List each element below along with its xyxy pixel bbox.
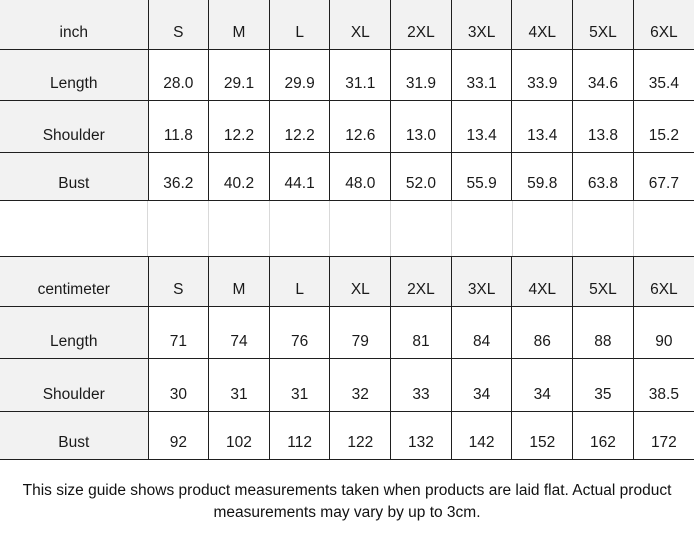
measurement-value-cell: 102 — [209, 411, 270, 459]
measurement-value-cell: 31.9 — [391, 49, 452, 100]
gap-gridline-cell — [573, 201, 634, 256]
measurement-value-cell: 28.0 — [148, 49, 209, 100]
measurement-value-cell: 172 — [633, 411, 694, 459]
measurement-value-cell: 48.0 — [330, 152, 391, 200]
gap-gridline-cell — [513, 201, 574, 256]
measurement-value-cell: 31 — [209, 358, 270, 411]
gap-gridline-cell — [452, 201, 513, 256]
measurement-value-cell: 63.8 — [573, 152, 634, 200]
measurement-value-cell: 44.1 — [269, 152, 330, 200]
measurement-value-cell: 33.9 — [512, 49, 573, 100]
measurement-value-cell: 52.0 — [391, 152, 452, 200]
measurement-value-cell: 13.0 — [391, 100, 452, 152]
measurement-value-cell: 12.6 — [330, 100, 391, 152]
measurement-value-cell: 40.2 — [209, 152, 270, 200]
measurement-value-cell: 35 — [573, 358, 634, 411]
size-guide-disclaimer: This size guide shows product measurements taken when products are laid flat. Actual product measurements may vary by up to 3cm. — [22, 481, 672, 521]
size-header-row — [0, 256, 694, 306]
measurement-value-cell: 55.9 — [451, 152, 512, 200]
measurement-value-cell: 13.4 — [451, 100, 512, 152]
measurement-label-cell: Length — [0, 49, 148, 100]
measurement-row — [0, 358, 694, 411]
measurement-value-cell: 81 — [391, 306, 452, 358]
measurement-value-cell: 74 — [209, 306, 270, 358]
measurement-value-cell: 67.7 — [633, 152, 694, 200]
unit-label-cell: centimeter — [0, 256, 148, 306]
size-header-cell: 5XL — [573, 0, 634, 49]
measurement-value-cell: 33 — [391, 358, 452, 411]
measurement-value-cell: 79 — [330, 306, 391, 358]
measurement-value-cell: 13.4 — [512, 100, 573, 152]
measurement-value-cell: 152 — [512, 411, 573, 459]
measurement-value-cell: 31 — [269, 358, 330, 411]
size-header-cell: M — [209, 0, 270, 49]
table-gap — [0, 201, 694, 256]
size-header-cell: 2XL — [391, 256, 452, 306]
size-header-cell: S — [148, 0, 209, 49]
gap-gridline-cell — [391, 201, 452, 256]
centimeter-size-table — [0, 256, 694, 460]
size-header-cell: 2XL — [391, 0, 452, 49]
size-header-cell: L — [269, 256, 330, 306]
size-header-cell: 3XL — [451, 0, 512, 49]
gap-gridline-cell — [270, 201, 331, 256]
measurement-value-cell: 36.2 — [148, 152, 209, 200]
size-header-cell: S — [148, 256, 209, 306]
measurement-value-cell: 38.5 — [633, 358, 694, 411]
size-header-cell: 5XL — [573, 256, 634, 306]
measurement-value-cell: 142 — [451, 411, 512, 459]
measurement-value-cell: 35.4 — [633, 49, 694, 100]
inch-size-table — [0, 0, 694, 201]
measurement-label-cell: Bust — [0, 411, 148, 459]
measurement-value-cell: 12.2 — [269, 100, 330, 152]
measurement-value-cell: 32 — [330, 358, 391, 411]
measurement-value-cell: 15.2 — [633, 100, 694, 152]
measurement-value-cell: 112 — [269, 411, 330, 459]
measurement-value-cell: 76 — [269, 306, 330, 358]
measurement-label-cell: Shoulder — [0, 100, 148, 152]
centimeter-table-body — [0, 256, 694, 459]
measurement-value-cell: 84 — [451, 306, 512, 358]
measurement-label-cell: Bust — [0, 152, 148, 200]
size-header-cell: 3XL — [451, 256, 512, 306]
measurement-row — [0, 152, 694, 200]
size-header-cell: XL — [330, 256, 391, 306]
measurement-value-cell: 71 — [148, 306, 209, 358]
measurement-value-cell: 29.9 — [269, 49, 330, 100]
measurement-value-cell: 132 — [391, 411, 452, 459]
measurement-value-cell: 90 — [633, 306, 694, 358]
measurement-label-cell: Shoulder — [0, 358, 148, 411]
measurement-value-cell: 162 — [573, 411, 634, 459]
size-header-row — [0, 0, 694, 49]
measurement-row — [0, 100, 694, 152]
measurement-value-cell: 11.8 — [148, 100, 209, 152]
size-header-cell: 4XL — [512, 256, 573, 306]
size-header-cell: 6XL — [633, 0, 694, 49]
measurement-value-cell: 34.6 — [573, 49, 634, 100]
gap-gridline-cell — [0, 201, 148, 256]
measurement-value-cell: 86 — [512, 306, 573, 358]
measurement-value-cell: 122 — [330, 411, 391, 459]
measurement-value-cell: 31.1 — [330, 49, 391, 100]
measurement-value-cell: 33.1 — [451, 49, 512, 100]
measurement-value-cell: 34 — [451, 358, 512, 411]
size-header-cell: M — [209, 256, 270, 306]
size-header-cell: 6XL — [633, 256, 694, 306]
gap-gridline-cell — [634, 201, 694, 256]
size-header-cell: 4XL — [512, 0, 573, 49]
gap-gridline-cell — [330, 201, 391, 256]
measurement-value-cell: 13.8 — [573, 100, 634, 152]
measurement-value-cell: 12.2 — [209, 100, 270, 152]
measurement-value-cell: 88 — [573, 306, 634, 358]
measurement-label-cell: Length — [0, 306, 148, 358]
gap-gridline-cell — [209, 201, 270, 256]
size-header-cell: XL — [330, 0, 391, 49]
measurement-value-cell: 92 — [148, 411, 209, 459]
measurement-value-cell: 30 — [148, 358, 209, 411]
measurement-row — [0, 411, 694, 459]
measurement-value-cell: 29.1 — [209, 49, 270, 100]
measurement-value-cell: 59.8 — [512, 152, 573, 200]
unit-label-cell: inch — [0, 0, 148, 49]
measurement-row — [0, 306, 694, 358]
inch-table-body — [0, 0, 694, 200]
measurement-row — [0, 49, 694, 100]
size-header-cell: L — [269, 0, 330, 49]
gap-gridline-cell — [148, 201, 209, 256]
measurement-value-cell: 34 — [512, 358, 573, 411]
